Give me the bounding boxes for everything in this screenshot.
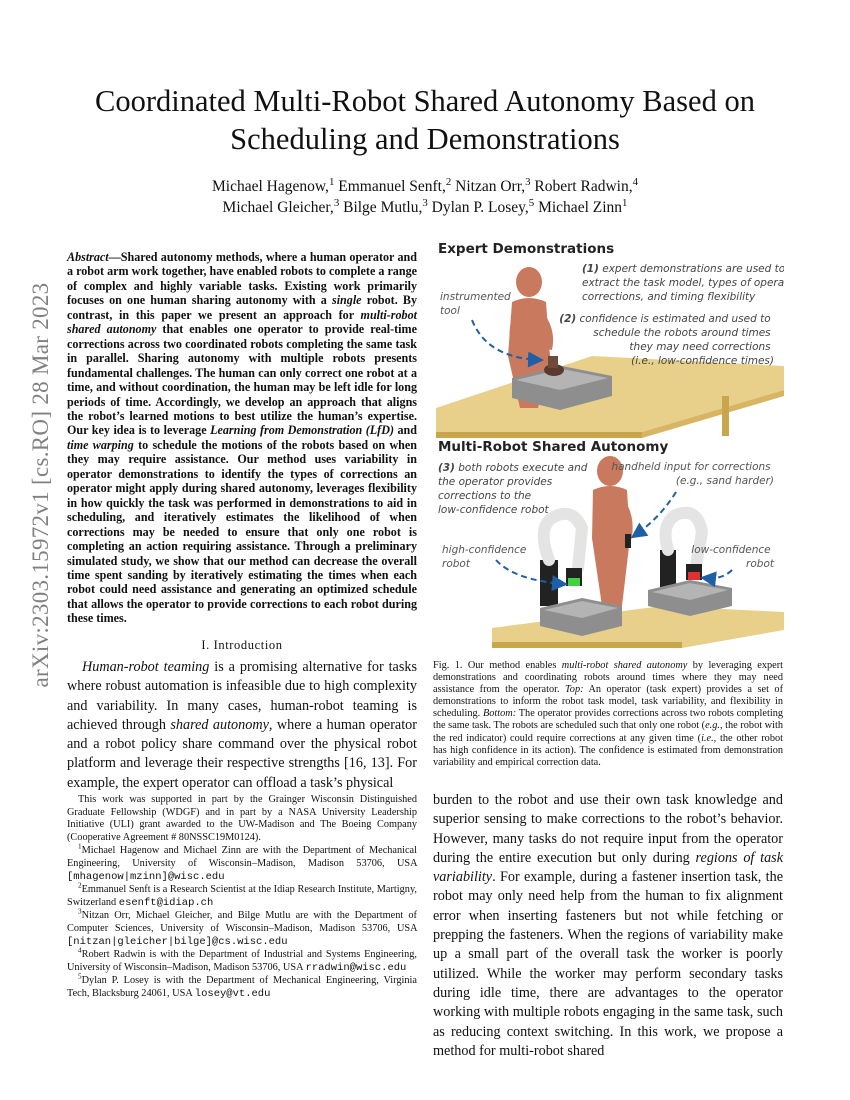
author: Bilge Mutlu,$^3$ bbox=[343, 196, 428, 216]
note-3: (3) both robots execute and the operator provides corrections to the low-confidence robot bbox=[438, 462, 588, 516]
author: Michael Gleicher,$^3$ bbox=[222, 196, 340, 216]
low-confidence-arrow bbox=[704, 570, 732, 578]
author-line-2 bbox=[60, 197, 790, 218]
note-2: (2) confidence is estimated and used to schedule the robots around times they may need corrections (i.e., low-confidence times) bbox=[559, 313, 774, 367]
body-text-right: burden to the robot and use their own task knowledge and superior sensing to make corrections to the robot’s behavior. However, many tasks do not require input from the operator during the entire execution but only during regions of task variability. For example, during a fastener insertion task, the robot may only need help from the human to fix alignment error when inserting fasteners but not while fetching or prepping the fasteners. When the regions of variability make up a small part of the overall task the worker is poorly utilized. While the worker may perform secondary tasks during idle time, there are advantages to the operator working with multiple robots engaging in the same task, such as reducing context switching. In this work, we propose a method for multi-robot shared bbox=[433, 792, 783, 1059]
email: [mhagenow|mzinn]@wisc.edu bbox=[67, 870, 225, 883]
email: rradwin@wisc.edu bbox=[305, 961, 407, 974]
handheld-label: handheld input for corrections (e.g., sand harder) bbox=[611, 461, 774, 487]
green-indicator bbox=[568, 578, 580, 586]
abstract-label: Abstract bbox=[67, 250, 109, 264]
figure-bottom-heading: Multi-Robot Shared Autonomy bbox=[438, 439, 669, 455]
author: Michael Zinn$^1$ bbox=[538, 196, 628, 216]
author-line-1 bbox=[60, 176, 790, 197]
high-confidence-label: high-confidence robot bbox=[442, 544, 527, 570]
paper-title: Coordinated Multi-Robot Shared Autonomy Based on Scheduling and Demonstrations bbox=[95, 84, 755, 156]
footnote-funding: This work was supported in part by the Grainger Wisconsin Distinguished Graduate Fellowship (WDGF) and in part by a NASA University Leadership Initiative (ULI) grant awarded to the UW-Madison and The Boeing Company (Cooperative Agreement # 80NSSC19M0124). bbox=[67, 794, 417, 843]
author: Michael Hagenow,$^1$ bbox=[212, 175, 335, 195]
author: Robert Radwin,$^4$ bbox=[534, 175, 638, 195]
footnote: $^5$Dylan P. Losey is with the Department of Mechanical Engineering, Virginia Tech, Blacksburg 24061, USA losey@vt.edu bbox=[67, 972, 417, 1000]
footnote: $^1$Michael Hagenow and Michael Zinn are with the Department of Mechanical Engineering, University of Wisconsin–Madison, Madison 53706, USA [mhagenow|mzinn]@wisc.edu bbox=[67, 842, 417, 883]
abstract: Abstract—Shared autonomy methods, where a human operator and a robot arm work together, have enabled robots to complete a range of complex and highly variable tasks. Existing work primarily focuses on one human sharing autonomy with a single robot. By contrast, in this paper we present an approach for multi-robot shared autonomy that enables one operator to provide real-time corrections across two coordinated robots completing the same task in parallel. Sharing autonomy with multiple robots presents fundamental challenges. The human can only correct one robot at a time, and without coordination, the human may be left idle for long periods of time. Accordingly, we develop an approach that aligns the robot’s learned motions to best utilize the human’s expertise. Our key idea is to leverage Learning from Demonstration (LfD) and time warping to schedule the motions of the robots based on when they may require assistance. Our method uses variability in operator demonstrations to identify the types of corrections an operator might apply during shared autonomy, leverages flexibility in how quickly the task was performed in demonstrations to aid in scheduling, and iteratively estimates the likelihood of when corrections may be needed to ensure that only one robot is completing an action requiring assistance. Through a preliminary simulated study, we show that our method can decrease the overall time spent sanding by iteratively estimating the times when each robot could need assistance and generating an optimized schedule that allows the operator to provide corrections to each robot during these times. bbox=[67, 250, 418, 626]
author-list bbox=[60, 176, 790, 218]
author: Emmanuel Senft,$^2$ bbox=[338, 175, 452, 195]
arxiv-stamp bbox=[6, 282, 76, 688]
footnote: $^4$Robert Radwin is with the Department of Industrial and Systems Engineering, University of Wisconsin–Madison, Madison 53706, USA rradwin@wisc.edu bbox=[67, 946, 417, 974]
red-indicator bbox=[688, 572, 700, 580]
intro-paragraph: Human-robot teaming is a promising alternative for tasks where robust automation is infeasible due to high complexity and variability. In many cases, human-robot teaming is achieved through shared autonomy, where a human operator and a robot policy share command over the physical robot platform and leverage their respective strengths [16, 13]. For example, the expert operator can offload a task’s physical bbox=[67, 659, 417, 791]
human-operator-bottom bbox=[592, 456, 633, 606]
footnote: $^3$Nitzan Orr, Michael Gleicher, and Bilge Mutlu are with the Department of Computer Sciences, University of Wisconsin–Madison, Madison 53706, USA [nitzan|gleicher|bilge]@cs.wisc.edu bbox=[67, 907, 417, 948]
email: [nitzan|gleicher|bilge]@cs.wisc.edu bbox=[67, 935, 288, 948]
note-1: (1) expert demonstrations are used to extract the task model, types of operator corrections, and timing flexibility bbox=[582, 263, 784, 303]
email: esenft@idiap.ch bbox=[118, 896, 214, 909]
low-confidence-label: low-confidence robot bbox=[691, 544, 774, 570]
figure-1 bbox=[432, 238, 784, 648]
footnotes bbox=[67, 794, 417, 1002]
tool-label: instrumented tool bbox=[440, 291, 511, 317]
table-top-panel bbox=[436, 356, 784, 438]
arxiv-id: arXiv:2303.15972v1 [cs.RO] 28 Mar 2023 bbox=[28, 282, 53, 688]
email: losey@vt.edu bbox=[194, 987, 271, 1000]
author: Dylan P. Losey,$^5$ bbox=[431, 196, 535, 216]
section-heading: I. Introduction bbox=[201, 638, 283, 652]
table-bottom-panel bbox=[492, 606, 784, 648]
author: Nitzan Orr,$^3$ bbox=[455, 175, 531, 195]
footnote: $^2$Emmanuel Senft is a Research Scientist at the Idiap Research Institute, Martigny, Switzerland esenft@idiap.ch bbox=[67, 881, 417, 909]
figure-caption: Fig. 1. Our method enables multi-robot shared autonomy by leveraging expert demonstrations and coordinating robots around times where they may need assistance from the operator. Top: An operator (task expert) provides a set of demonstrations to inform the robot task model, task variability, and flexibility in scheduling. Bottom: The operator provides corrections across two robots completing the same task. The robots are scheduled such that only one robot (e.g., the robot with the red indicator) could require corrections at any given time (i.e., the other robot has high confidence in its action). The confidence is estimated from demonstration variability and empirical correction data. bbox=[433, 660, 784, 768]
figure-top-heading: Expert Demonstrations bbox=[438, 241, 615, 257]
robot-left bbox=[540, 514, 582, 606]
